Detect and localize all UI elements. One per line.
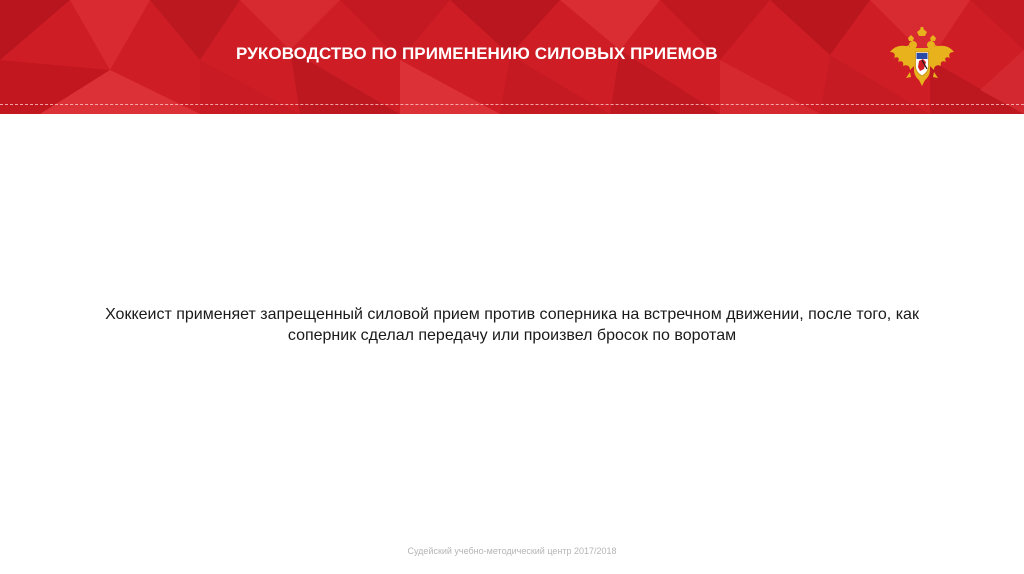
body-text <box>40 304 984 346</box>
header-banner <box>0 0 1024 114</box>
body-text-line-2: соперник сделал передачу или произвел бросок по воротам <box>287 327 737 344</box>
body-text-line-1: Хоккеист применяет запрещенный силовой прием против соперника на встречном движении, после того, как <box>105 306 919 323</box>
footer-caption: Судейский учебно-методический центр 2017/2018 <box>407 546 617 556</box>
header-dashed-divider <box>0 104 1024 105</box>
double-headed-eagle-emblem-icon <box>886 26 958 98</box>
page-title: РУКОВОДСТВО ПО ПРИМЕНЕНИЮ СИЛОВЫХ ПРИЕМОВ <box>236 44 718 63</box>
